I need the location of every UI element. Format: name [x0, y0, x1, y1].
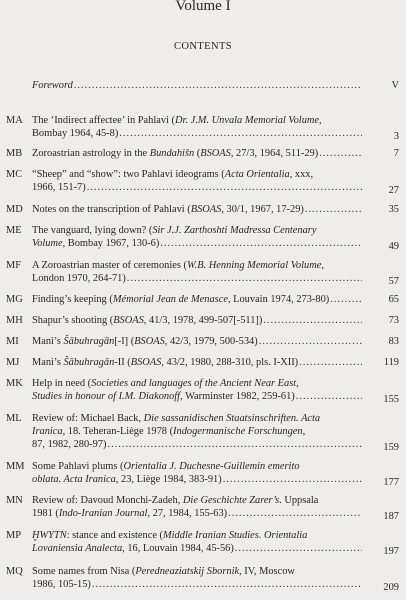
entry-title: The vanguard, lying down? (Sir J.J. Zarthoshti Madressa Centenary Volume, Bombay 1967, 130-6) .....: [32, 224, 362, 250]
entry-page-number: 159: [383, 442, 399, 453]
leader-dots: [263, 314, 362, 327]
entry-code: MJ: [6, 357, 20, 368]
entry-page-number: 177: [383, 477, 399, 488]
entry-page-number: 27: [388, 185, 399, 196]
entry-code: MK: [6, 378, 23, 389]
entry-title: ḪWYTN: stance and existence (Middle Iranian Studies. Orientalia Lovaniensia Analecta, 16, Louvain 1984, 45-56) .....: [32, 529, 362, 555]
entry-page-number: 83: [388, 336, 399, 347]
leader-dots: [119, 127, 362, 140]
leader-dots: [127, 272, 362, 285]
entry-title: Finding’s keeping (Mémorial Jean de Menasce, Louvain 1974, 273-80) .....: [32, 293, 362, 306]
entry-title: Notes on the transcription of Pahlavi (BSOAS, 30/1, 1967, 17-29) .....: [32, 203, 362, 216]
entry-code: MQ: [6, 566, 23, 577]
entry-title: Some names from Nisa (Peredneaziatskij Sbornik, IV, Moscow 1986, 105-15) .....: [32, 565, 362, 591]
leader-dots: [74, 79, 362, 92]
entry-page-number: 35: [388, 204, 399, 215]
entry-title: Mani’s Šābuhragān-II (BSOAS, 43/2, 1980, 288-310, pls. I-XII) .....: [32, 356, 362, 369]
entry-title: Shapur’s shooting (BSOAS, 41/3, 1978, 499-507[-511]) .....: [32, 314, 362, 327]
entry-code: MH: [6, 315, 23, 326]
entry-page-number: 57: [388, 276, 399, 287]
entry-page-number: 155: [383, 394, 399, 405]
entry-code: MN: [6, 495, 23, 506]
leader-dots: [92, 578, 362, 591]
entry-code: MD: [6, 204, 23, 215]
entry-title: The ‘Indirect affectee’ in Pahlavi (Dr. J.M. Unvala Memorial Volume, Bombay 1964, 45-8) .....: [32, 114, 362, 140]
entry-title: Review of: Michael Back, Die sassanidischen Staatsinschriften. Acta Iranica, 18. Teheran-Liège 1978 (Indogermanische Forschungen, 87, 1982, 280-97) .....: [32, 412, 362, 451]
entry-page-number: V: [391, 80, 399, 91]
entry-code: MB: [6, 148, 23, 159]
leader-dots: [305, 203, 362, 216]
entry-code: MC: [6, 169, 23, 180]
entry-page-number: 7: [393, 148, 399, 159]
leader-dots: [160, 237, 362, 250]
entry-page-number: 119: [383, 357, 399, 368]
leader-dots: [330, 293, 362, 306]
entry-code: ME: [6, 225, 22, 236]
entry-title: Mani’s Šābuhragān[-I] (BSOAS, 42/3, 1979, 500-534) .....: [32, 335, 362, 348]
entry-code: ML: [6, 413, 22, 424]
entry-title: Foreword .....: [32, 79, 362, 92]
entry-title: Zoroastrian astrology in the Bundahišn (BSOAS, 27/3, 1964, 511-29) .....: [32, 147, 362, 160]
entry-title: A Zoroastrian master of ceremonies (W.B. Henning Memorial Volume, London 1970, 264-71) .....: [32, 259, 362, 285]
leader-dots: [223, 473, 362, 486]
entry-title: Help in need (Societies and languages of the Ancient Near East, Studies in honour of I.M. Diakonoff, Warminster 1982, 259-61) .....: [32, 377, 362, 403]
entry-code: MF: [6, 260, 22, 271]
entry-page-number: 65: [388, 294, 399, 305]
leader-dots: [107, 438, 362, 451]
entry-page-number: 73: [388, 315, 399, 326]
entry-code: MA: [6, 115, 23, 126]
leader-dots: [319, 147, 362, 160]
entry-title: “Sheep” and “show”: two Pahlavi ideograms (Acta Orientalia, xxx, 1966, 151-7) .....: [32, 168, 362, 194]
leader-dots: [87, 181, 362, 194]
entry-page-number: 3: [393, 131, 399, 142]
entry-code: MG: [6, 294, 23, 305]
leader-dots: [299, 356, 362, 369]
leader-dots: [259, 335, 362, 348]
leader-dots: [235, 542, 362, 555]
entry-code: MI: [6, 336, 19, 347]
entry-title: Some Pahlavi plums (Orientalia J. Duchesne-Guillemin emerito oblata. Acta Iranica, 23, Liège 1984, 383-91) .....: [32, 460, 362, 486]
volume-title: Volume I: [175, 0, 231, 14]
entry-page-number: 197: [383, 546, 399, 557]
entry-code: MM: [6, 461, 25, 472]
leader-dots: [296, 390, 362, 403]
entry-page-number: 187: [383, 511, 399, 522]
entry-page-number: 209: [383, 582, 399, 593]
entry-page-number: 49: [388, 241, 399, 252]
entry-title: Review of: Davoud Monchi-Zadeh, Die Geschichte Zarer’s. Uppsala 1981 (Indo-Iranian Journal, 27, 1984, 155-63) .....: [32, 494, 362, 520]
contents-heading: CONTENTS: [173, 41, 233, 52]
entry-code: MP: [6, 530, 22, 541]
leader-dots: [228, 507, 362, 520]
